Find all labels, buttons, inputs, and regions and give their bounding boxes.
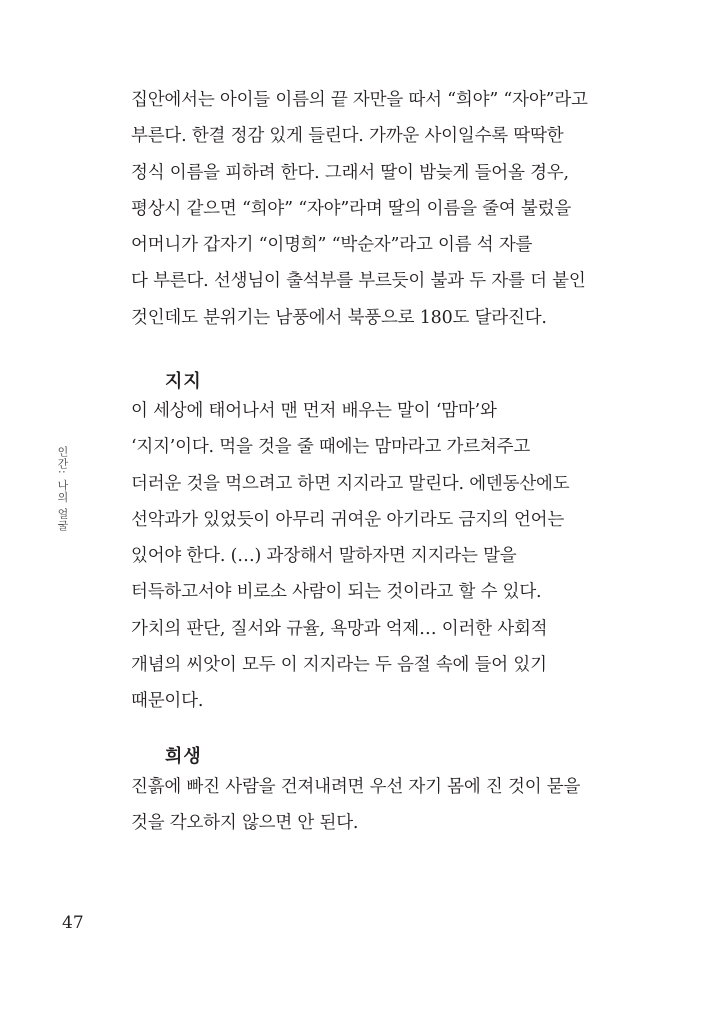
- text-line: 부른다. 한결 정감 있게 들린다. 가까운 사이일수록 딱딱한: [131, 126, 564, 147]
- text-line: 집안에서는 아이들 이름의 끝 자만을 따서 “희야” “자야”라고: [131, 90, 588, 110]
- text-line: 정식 이름을 피하려 한다. 그래서 딸이 밤늦게 들어올 경우,: [131, 162, 569, 183]
- running-head: 인간: 나의 얼굴: [56, 446, 69, 532]
- text-line: 터득하고서야 비로소 사람이 되는 것이라고 할 수 있다.: [131, 582, 542, 603]
- page-number: 47: [62, 913, 84, 933]
- text-line: 어머니가 갑자기 “이명희” “박순자”라고 이름 석 자를: [131, 235, 533, 256]
- text-line: 이 세상에 태어나서 맨 먼저 배우는 말이 ‘맘마’와: [131, 401, 497, 421]
- text-line: 더러운 것을 먹으려고 하면 지지라고 말린다. 에덴동산에도: [131, 473, 570, 494]
- text-line: 선악과가 있었듯이 아무리 귀여운 아기라도 금지의 언어는: [131, 509, 565, 530]
- text-line: 진흙에 빠진 사람을 건져내려면 우선 자기 몸에 진 것이 묻을: [131, 777, 581, 797]
- section-body-jiji: [131, 393, 651, 720]
- text-line: 다 부른다. 선생님이 출석부를 부르듯이 불과 두 자를 더 붙인: [131, 271, 586, 292]
- text-line: ‘지지’이다. 먹을 것을 줄 때에는 맘마라고 가르쳐주고: [131, 437, 531, 458]
- intro-paragraph: [131, 82, 651, 336]
- text-line: 것인데도 분위기는 남풍에서 북풍으로 180도 달라진다.: [131, 307, 547, 328]
- text-line: 있어야 한다. (…) 과장해서 말하자면 지지라는 말을: [131, 546, 517, 567]
- section-body-huisaeng: [131, 769, 651, 842]
- text-line: 때문이다.: [131, 691, 204, 712]
- text-line: 평상시 같으면 “희야” “자야”라며 딸의 이름을 줄여 불렀을: [131, 198, 572, 219]
- text-line: 것을 각오하지 않으면 안 된다.: [131, 813, 359, 834]
- text-line: 개념의 씨앗이 모두 이 지지라는 두 음절 속에 들어 있기: [131, 655, 547, 676]
- section-heading-jiji: 지지: [165, 371, 202, 392]
- text-line: 가치의 판단, 질서와 규율, 욕망과 억제… 이러한 사회적: [131, 618, 548, 639]
- section-heading-huisaeng: 희생: [165, 746, 202, 767]
